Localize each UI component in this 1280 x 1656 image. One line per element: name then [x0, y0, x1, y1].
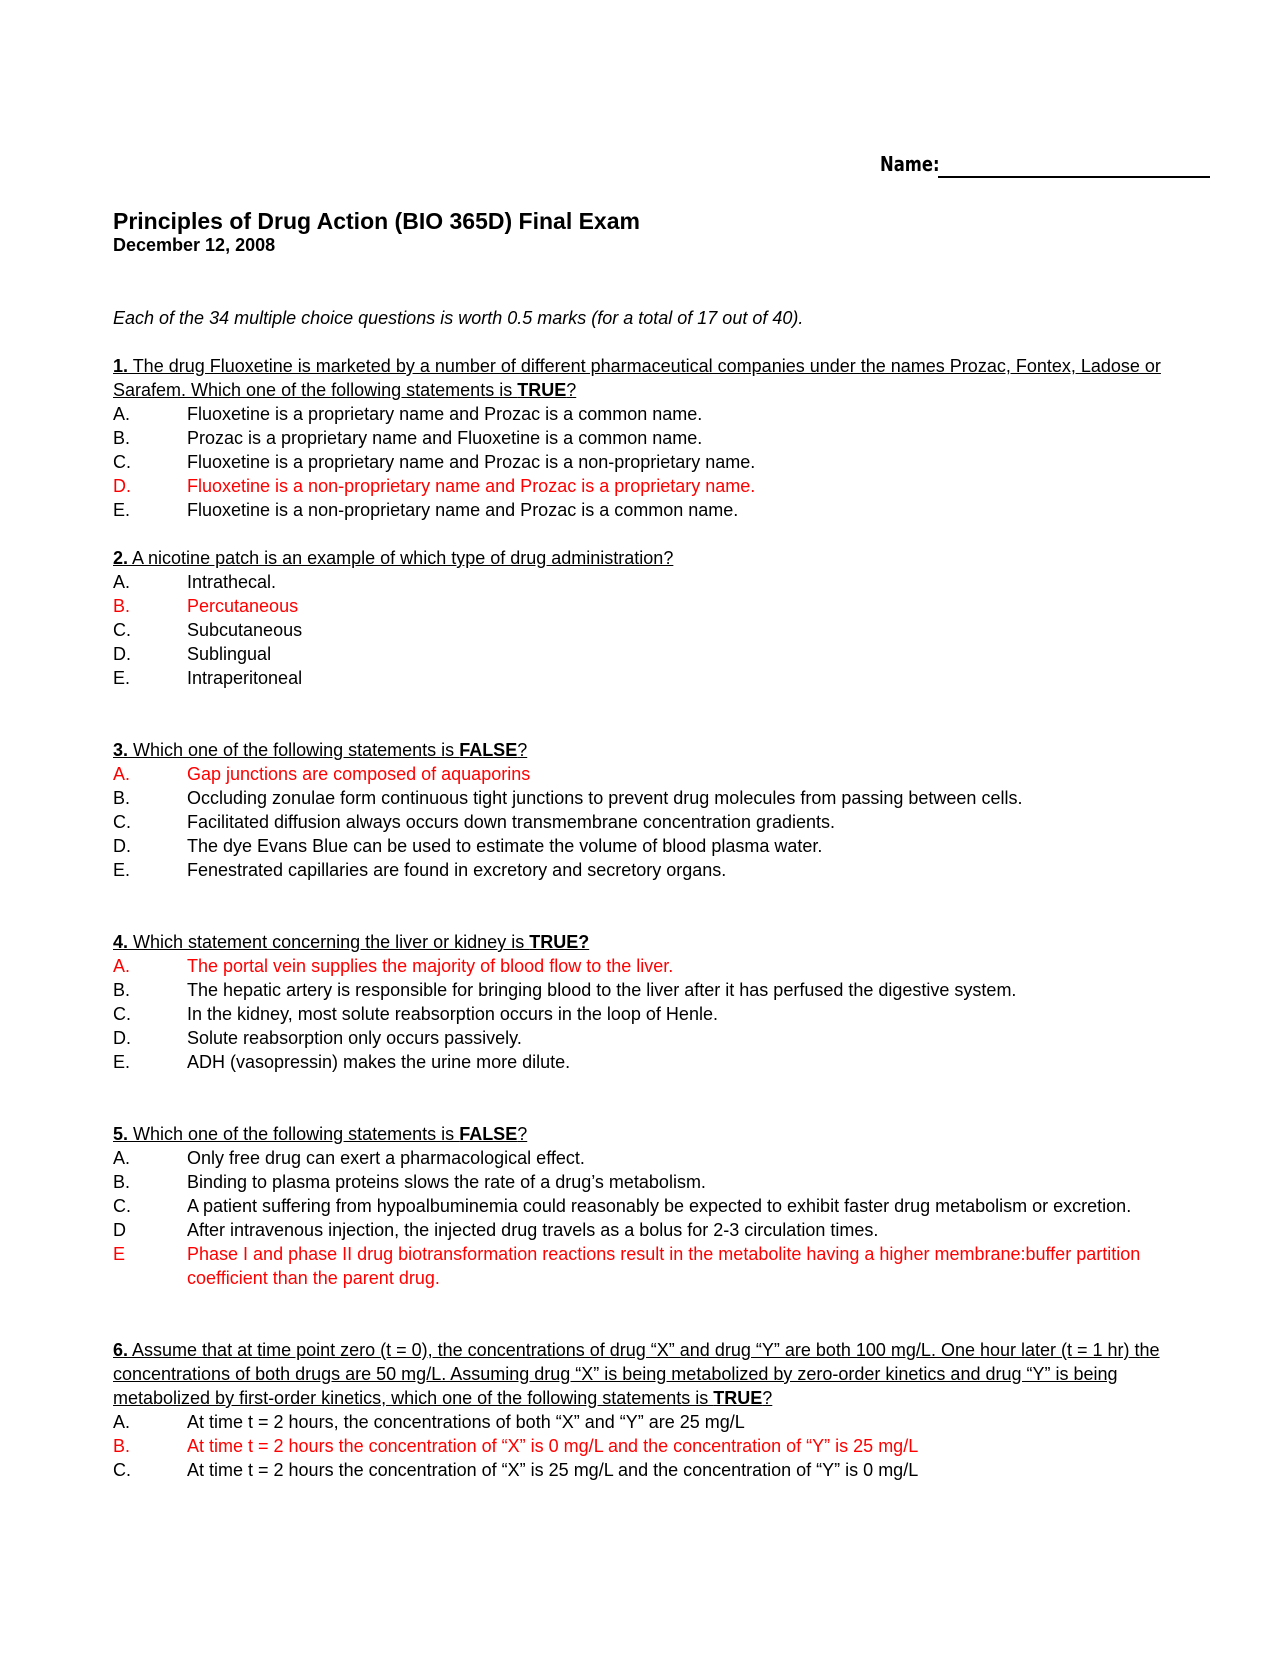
option-text: Gap junctions are composed of aquaporins: [187, 764, 531, 784]
name-label: Name:: [880, 152, 940, 176]
question-1: [113, 354, 1213, 522]
question-text-end: ?: [517, 740, 528, 760]
option-letter: B.: [113, 980, 131, 1000]
question-3: [113, 738, 1213, 882]
option-text: Subcutaneous: [187, 620, 303, 640]
option-text: A patient suffering from hypoalbuminemia could reasonably be expected to exhibit faster drug metabolism or excretion.: [187, 1196, 1132, 1216]
question-text: Which one of the following statements is: [128, 740, 460, 760]
option: [113, 1458, 1213, 1482]
option-letter: D.: [113, 644, 131, 664]
option-letter: A.: [113, 404, 131, 424]
question-text-end: ?: [517, 1124, 528, 1144]
question-text: Which statement concerning the liver or kidney is: [128, 932, 530, 952]
option-letter: C.: [113, 812, 131, 832]
option: [113, 786, 1213, 810]
option: [113, 618, 1213, 642]
question-number: 1.: [113, 356, 129, 376]
question-2: [113, 546, 1213, 690]
option-text: At time t = 2 hours the concentration of “X” is 25 mg/L and the concentration of “Y” is 0 mg/L: [187, 1460, 919, 1480]
option: [113, 402, 1213, 426]
option-text: At time t = 2 hours, the concentrations of both “X” and “Y” are 25 mg/L: [187, 1412, 745, 1432]
option-letter: E: [113, 1244, 126, 1264]
question-text: The drug Fluoxetine is marketed by a number of different pharmaceutical companies under the names Prozac, Fontex, Ladose or Sarafem. Which one of the following statements is: [113, 356, 1161, 400]
option-letter: E.: [113, 668, 131, 688]
question-text: Which one of the following statements is: [128, 1124, 460, 1144]
option-text: Only free drug can exert a pharmacological effect.: [187, 1148, 585, 1168]
option-letter: C.: [113, 1196, 131, 1216]
question-6: [113, 1338, 1213, 1482]
option: [113, 666, 1213, 690]
question-number: 6.: [113, 1340, 129, 1360]
option-text: Fluoxetine is a proprietary name and Prozac is a common name.: [187, 404, 703, 424]
option-text: Prozac is a proprietary name and Fluoxetine is a common name.: [187, 428, 703, 448]
option-text: Binding to plasma proteins slows the rate of a drug’s metabolism.: [187, 1172, 706, 1192]
option-correct: [113, 594, 1213, 618]
option-correct: [113, 954, 1213, 978]
option: [113, 426, 1213, 450]
option-text: Fluoxetine is a non-proprietary name and Prozac is a proprietary name.: [187, 476, 756, 496]
question-stem: [113, 546, 1213, 570]
exam-date: December 12, 2008: [113, 235, 276, 255]
option: [113, 1194, 1213, 1218]
option-letter: A.: [113, 1412, 131, 1432]
question-emphasis: FALSE: [459, 1124, 518, 1144]
exam-title: Principles of Drug Action (BIO 365D) Final Exam: [113, 208, 640, 234]
option-letter: E.: [113, 500, 131, 520]
option-letter: D.: [113, 476, 131, 496]
option-text: After intravenous injection, the injected drug travels as a bolus for 2-3 circulation times.: [187, 1220, 879, 1240]
option-text: The hepatic artery is responsible for bringing blood to the liver after it has perfused the digestive system.: [187, 980, 1017, 1000]
option-letter: D.: [113, 836, 131, 856]
option-text: At time t = 2 hours the concentration of “X” is 0 mg/L and the concentration of “Y” is 25 mg/L: [187, 1436, 919, 1456]
question-number: 4.: [113, 932, 129, 952]
option-letter: A.: [113, 764, 131, 784]
question-5: [113, 1122, 1213, 1290]
option: [113, 1002, 1213, 1026]
question-text-end: ?: [762, 1388, 773, 1408]
option-letter: D: [113, 1220, 126, 1240]
option-correct: [113, 1242, 1213, 1290]
option-text: Solute reabsorption only occurs passively.: [187, 1028, 522, 1048]
option-letter: D.: [113, 1028, 131, 1048]
instructions: Each of the 34 multiple choice questions is worth 0.5 marks (for a total of 17 out of 40).: [113, 308, 804, 328]
option-letter: C.: [113, 452, 131, 472]
option-correct: [113, 762, 1213, 786]
option: [113, 1218, 1213, 1242]
option: [113, 1170, 1213, 1194]
option: [113, 1410, 1213, 1434]
question-emphasis: TRUE: [517, 380, 567, 400]
question-stem: [113, 738, 1213, 762]
question-stem: [113, 354, 1213, 402]
option-text: Occluding zonulae form continuous tight junctions to prevent drug molecules from passing between cells.: [187, 788, 1023, 808]
option-text: ADH (vasopressin) makes the urine more dilute.: [187, 1052, 571, 1072]
option-text: Intrathecal.: [187, 572, 277, 592]
option-letter: B.: [113, 428, 131, 448]
question-4: [113, 930, 1213, 1074]
option-text: In the kidney, most solute reabsorption occurs in the loop of Henle.: [187, 1004, 718, 1024]
option-text: The portal vein supplies the majority of blood flow to the liver.: [187, 956, 674, 976]
question-emphasis: TRUE: [713, 1388, 763, 1408]
option-text: Intraperitoneal: [187, 668, 303, 688]
question-stem: [113, 1338, 1213, 1410]
question-emphasis: TRUE?: [529, 932, 590, 952]
option: [113, 450, 1213, 474]
question-number: 5.: [113, 1124, 129, 1144]
option-letter: A.: [113, 956, 131, 976]
option-text: Fluoxetine is a non-proprietary name and Prozac is a common name.: [187, 500, 739, 520]
option-correct: [113, 1434, 1213, 1458]
option: [113, 834, 1213, 858]
option: [113, 858, 1213, 882]
option-letter: C.: [113, 1460, 131, 1480]
question-text: A nicotine patch is an example of which type of drug administration?: [128, 548, 674, 568]
option-letter: A.: [113, 1148, 131, 1168]
question-number: 2.: [113, 548, 129, 568]
option-letter: E.: [113, 860, 131, 880]
option-letter: C.: [113, 1004, 131, 1024]
question-text-end: ?: [566, 380, 577, 400]
question-emphasis: FALSE: [459, 740, 518, 760]
option: [113, 978, 1213, 1002]
option: [113, 1146, 1213, 1170]
question-text: Assume that at time point zero (t = 0), the concentrations of drug “X” and drug “Y” are both 100 mg/L. One hour later (t = 1 hr) the concentrations of both drugs are 50 mg/L. Assuming drug “X” is being metabolized by zero-order kinetics and drug “Y” is being metabolized by first-order kinetics, which one of the following statements is: [113, 1340, 1160, 1408]
option-text: Fenestrated capillaries are found in excretory and secretory organs.: [187, 860, 727, 880]
option: [113, 570, 1213, 594]
option-letter: B.: [113, 596, 131, 616]
question-stem: [113, 930, 1213, 954]
option-text: Phase I and phase II drug biotransformation reactions result in the metabolite having a higher membrane:buffer partition coefficient than the parent drug.: [187, 1244, 1141, 1288]
option: [113, 810, 1213, 834]
option-letter: B.: [113, 1172, 131, 1192]
option-text: The dye Evans Blue can be used to estimate the volume of blood plasma water.: [187, 836, 823, 856]
option: [113, 498, 1213, 522]
question-stem: [113, 1122, 1213, 1146]
option-letter: B.: [113, 788, 131, 808]
option-text: Facilitated diffusion always occurs down transmembrane concentration gradients.: [187, 812, 835, 832]
option-letter: C.: [113, 620, 131, 640]
question-number: 3.: [113, 740, 129, 760]
option: [113, 1050, 1213, 1074]
option-text: Percutaneous: [187, 596, 299, 616]
name-blank-line[interactable]: [938, 176, 1210, 178]
option-text: Sublingual: [187, 644, 272, 664]
option-letter: B.: [113, 1436, 131, 1456]
option-correct: [113, 474, 1213, 498]
option-text: Fluoxetine is a proprietary name and Prozac is a non-proprietary name.: [187, 452, 756, 472]
option: [113, 1026, 1213, 1050]
option: [113, 642, 1213, 666]
exam-page: [113, 208, 1213, 1482]
option-letter: A.: [113, 572, 131, 592]
option-letter: E.: [113, 1052, 131, 1072]
